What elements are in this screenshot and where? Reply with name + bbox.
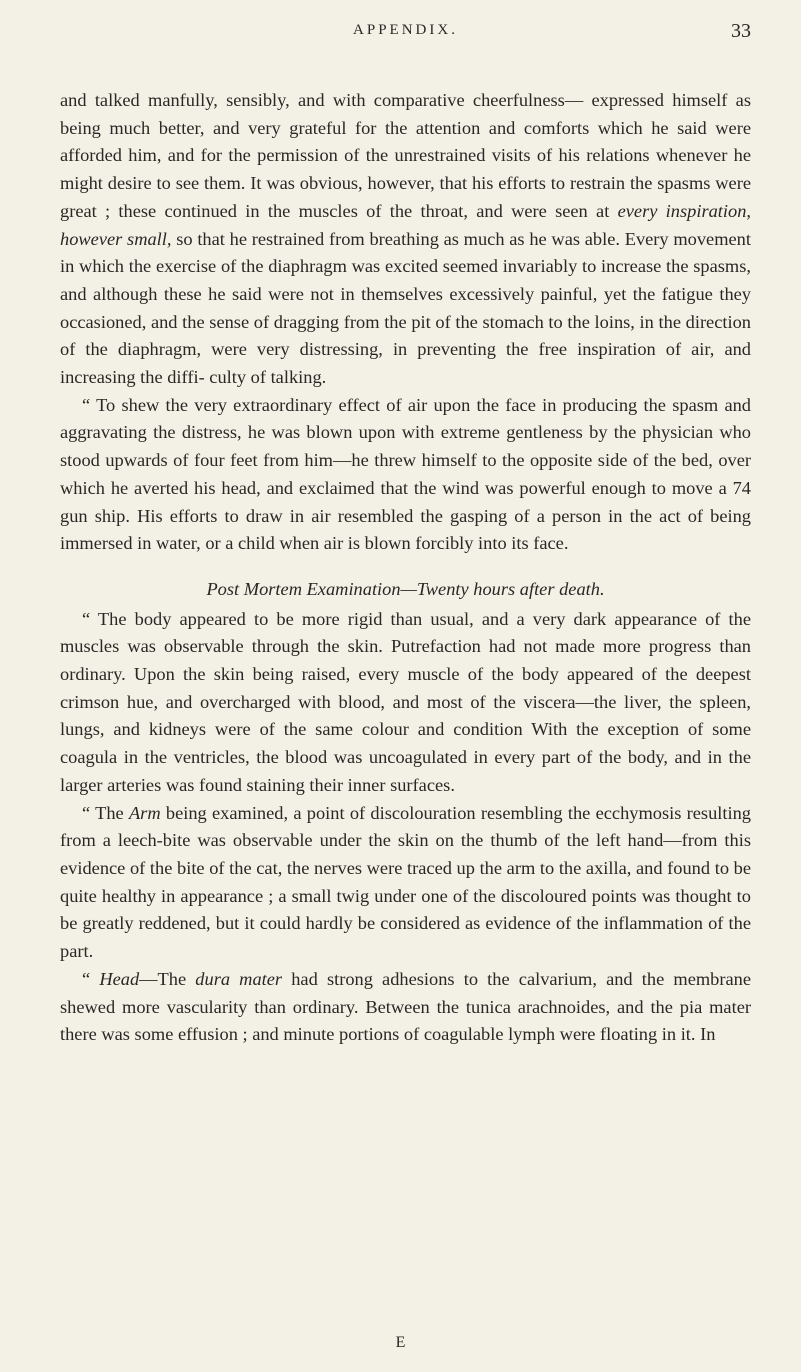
- paragraph: [60, 800, 751, 966]
- text-run: “ The: [82, 802, 129, 823]
- body-text: [60, 87, 751, 1049]
- text-run: and talked manfully, sensibly, and with comparative cheerfulness— expressed himself as being much better, and very grateful for the attention and comforts which he said were afforded him, and for the permission of the unrestrained visits of his relations whenever he might desire to see them. It was obvious, however, that his efforts to restrain the spasms were great ; these continued in the muscles of the throat, and were seen at: [60, 90, 751, 221]
- italic-text: every inspiration, however small,: [60, 200, 752, 249]
- paragraph: [60, 87, 751, 392]
- text-run: “ To shew the very extraordinary effect of air upon the face in producing the spasm and aggravating the distress, he was blown upon with extreme gentleness by the physician who stood upwards of four feet from him—he threw himself to the opposite side of the bed, over which he averted his head, and exclaimed that the wind was powerful enough to move a 74 gun ship. His efforts to draw in air resembled the gasping of a person in the act of being immersed in water, or a child when air is blown forcibly into its face.: [60, 394, 751, 554]
- running-head: [60, 22, 751, 46]
- italic-text: Head: [99, 968, 140, 989]
- text-run: “: [82, 968, 100, 989]
- signature-mark: E: [395, 1334, 406, 1351]
- text-run: being examined, a point of discolouration resembling the ecchymosis resulting from a leech-bite was observable under the skin on the thumb of the left hand—from this evidence of the bite of the cat, the nerves were traced up the arm to the axilla, and found to be quite healthy in appearance ; a small twig under one of the discoloured points was thought to be greatly reddened, but it could hardly be considered as evidence of the inflammation of the part.: [60, 802, 751, 962]
- italic-text: Post Mortem Examination—Twenty hours after death.: [206, 578, 605, 599]
- page-number: 33: [731, 20, 751, 42]
- text-run: had strong adhesions to the calvarium, and the membrane shewed more vascularity than ordinary. Between the tunica arachnoides, and the pia mater there was some effusion ; and minute portions of coagulable lymph were floating in it. In: [60, 968, 751, 1045]
- section-heading: [60, 576, 751, 604]
- paragraph: [60, 606, 751, 800]
- paragraph: [60, 966, 751, 1049]
- text-run: —The: [139, 968, 196, 989]
- italic-text: dura mater: [195, 968, 283, 989]
- italic-text: Arm: [128, 802, 161, 823]
- text-run: “ The body appeared to be more rigid than usual, and a very dark appearance of the muscles was observable through the skin. Putrefaction had not made more progress than ordinary. Upon the skin being raised, every muscle of the body appeared of the deepest crimson hue, and overcharged with blood, and most of the viscera—the liver, the spleen, lungs, and kidneys were of the same colour and condition With the exception of some coagula in the ventricles, the blood was uncoagulated in every part of the body, and in the larger arteries was found staining their inner surfaces.: [60, 608, 751, 795]
- running-head-title: APPENDIX.: [353, 22, 458, 38]
- paragraph: [60, 392, 751, 558]
- text-run: so that he restrained from breathing as much as he was able. Every movement in which the exercise of the diaphragm was excited seemed invariably to increase the spasms, and although these he said were not in themselves excessively painful, yet the fatigue they occasioned, and the sense of dragging from the pit of the stomach to the loins, in the direction of the diaphragm, were very distressing, in preventing the free inspiration of air, and increasing the diffi- culty of talking.: [60, 228, 751, 388]
